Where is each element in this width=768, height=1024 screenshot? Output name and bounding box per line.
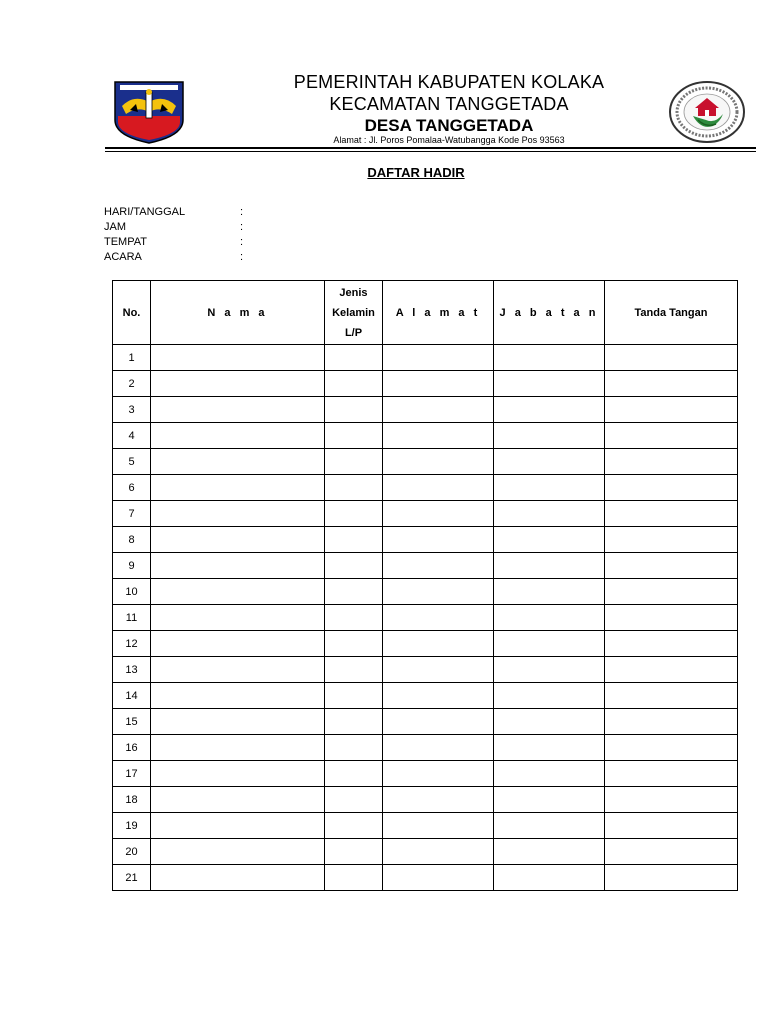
table-row [113, 345, 738, 371]
table-header-row [113, 281, 738, 345]
cell-no: 2 [113, 371, 151, 397]
cell-jabatan[interactable] [494, 631, 605, 657]
cell-jabatan[interactable] [494, 787, 605, 813]
cell-jabatan[interactable] [494, 579, 605, 605]
cell-tanda-tangan[interactable] [605, 709, 738, 735]
cell-nama[interactable] [151, 761, 325, 787]
cell-tanda-tangan[interactable] [605, 423, 738, 449]
cell-no: 6 [113, 475, 151, 501]
table-row [113, 657, 738, 683]
cell-nama[interactable] [151, 527, 325, 553]
cell-jabatan[interactable] [494, 475, 605, 501]
meta-colon: : [240, 221, 244, 233]
cell-jabatan[interactable] [494, 709, 605, 735]
cell-no: 14 [113, 683, 151, 709]
cell-jenis-kelamin[interactable] [325, 501, 383, 527]
meta-colon: : [240, 251, 244, 263]
cell-nama[interactable] [151, 371, 325, 397]
cell-nama[interactable] [151, 553, 325, 579]
cell-jenis-kelamin[interactable] [325, 709, 383, 735]
cell-alamat[interactable] [383, 657, 494, 683]
cell-tanda-tangan[interactable] [605, 345, 738, 371]
table-row [113, 787, 738, 813]
meta-colon: : [240, 206, 244, 218]
cell-nama[interactable] [151, 865, 325, 891]
header-line-1: PEMERINTAH KABUPATEN KOLAKA [293, 72, 605, 92]
cell-nama[interactable] [151, 839, 325, 865]
meta-label: TEMPAT [104, 236, 147, 248]
cell-nama[interactable] [151, 709, 325, 735]
cell-jenis-kelamin[interactable] [325, 631, 383, 657]
col-header-jenis-line1: Jenis [339, 286, 368, 299]
cell-jenis-kelamin[interactable] [325, 839, 383, 865]
cell-jenis-kelamin[interactable] [325, 475, 383, 501]
table-row [113, 631, 738, 657]
cell-tanda-tangan[interactable] [605, 579, 738, 605]
cell-jenis-kelamin[interactable] [325, 657, 383, 683]
cell-jabatan[interactable] [494, 735, 605, 761]
cell-alamat[interactable] [383, 449, 494, 475]
cell-alamat[interactable] [383, 553, 494, 579]
cell-no: 3 [113, 397, 151, 423]
cell-nama[interactable] [151, 605, 325, 631]
cell-alamat[interactable] [383, 631, 494, 657]
cell-jenis-kelamin[interactable] [325, 735, 383, 761]
document-title: DAFTAR HADIR [367, 165, 465, 180]
table-row [113, 683, 738, 709]
cell-no: 21 [113, 865, 151, 891]
cell-nama[interactable] [151, 449, 325, 475]
cell-jenis-kelamin[interactable] [325, 865, 383, 891]
cell-no: 19 [113, 813, 151, 839]
cell-alamat[interactable] [383, 709, 494, 735]
table-row [113, 735, 738, 761]
cell-alamat[interactable] [383, 579, 494, 605]
cell-alamat[interactable] [383, 787, 494, 813]
cell-alamat[interactable] [383, 423, 494, 449]
cell-nama[interactable] [151, 735, 325, 761]
header-address: Alamat : Jl. Poros Pomalaa-Watubangga Kode Pos 93563 [333, 135, 565, 145]
header-village-name: DESA TANGGETADA [364, 116, 534, 135]
cell-jenis-kelamin[interactable] [325, 787, 383, 813]
cell-tanda-tangan[interactable] [605, 397, 738, 423]
cell-jabatan[interactable] [494, 527, 605, 553]
table-row [113, 605, 738, 631]
cell-jabatan[interactable] [494, 553, 605, 579]
col-header-jenis-line2: Kelamin [332, 306, 375, 319]
col-header-jabatan: J a b a t a n [494, 281, 605, 345]
cell-tanda-tangan[interactable] [605, 605, 738, 631]
cell-tanda-tangan[interactable] [605, 787, 738, 813]
cell-nama[interactable] [151, 475, 325, 501]
cell-nama[interactable] [151, 345, 325, 371]
meta-label: JAM [104, 221, 126, 233]
cell-jabatan[interactable] [494, 423, 605, 449]
table-row [113, 813, 738, 839]
cell-alamat[interactable] [383, 761, 494, 787]
meta-label: HARI/TANGGAL [104, 206, 186, 218]
table-row [113, 761, 738, 787]
cell-alamat[interactable] [383, 865, 494, 891]
cell-jenis-kelamin[interactable] [325, 371, 383, 397]
col-header-jenis-kelamin [325, 281, 383, 345]
cell-alamat[interactable] [383, 345, 494, 371]
cell-alamat[interactable] [383, 397, 494, 423]
cell-no: 18 [113, 787, 151, 813]
cell-no: 15 [113, 709, 151, 735]
cell-jenis-kelamin[interactable] [325, 527, 383, 553]
cell-jenis-kelamin[interactable] [325, 553, 383, 579]
table-body [113, 345, 738, 891]
cell-jenis-kelamin[interactable] [325, 579, 383, 605]
cell-no: 5 [113, 449, 151, 475]
cell-nama[interactable] [151, 579, 325, 605]
cell-tanda-tangan[interactable] [605, 735, 738, 761]
table-row [113, 397, 738, 423]
table-row [113, 527, 738, 553]
cell-no: 7 [113, 501, 151, 527]
table-row [113, 371, 738, 397]
table-row [113, 865, 738, 891]
cell-jabatan[interactable] [494, 345, 605, 371]
meta-label: ACARA [104, 251, 142, 263]
cell-jenis-kelamin[interactable] [325, 761, 383, 787]
attendance-table [112, 280, 738, 891]
cell-jabatan[interactable] [494, 605, 605, 631]
cell-tanda-tangan[interactable] [605, 657, 738, 683]
cell-alamat[interactable] [383, 813, 494, 839]
cell-jenis-kelamin[interactable] [325, 683, 383, 709]
header-rule [105, 147, 756, 149]
table-row [113, 839, 738, 865]
cell-no: 17 [113, 761, 151, 787]
cell-jenis-kelamin[interactable] [325, 397, 383, 423]
cell-tanda-tangan[interactable] [605, 865, 738, 891]
table-row [113, 579, 738, 605]
cell-tanda-tangan[interactable] [605, 631, 738, 657]
cell-tanda-tangan[interactable] [605, 553, 738, 579]
table-row [113, 475, 738, 501]
cell-nama[interactable] [151, 423, 325, 449]
cell-jenis-kelamin[interactable] [325, 813, 383, 839]
table-row [113, 449, 738, 475]
cell-tanda-tangan[interactable] [605, 761, 738, 787]
cell-no: 8 [113, 527, 151, 553]
cell-jabatan[interactable] [494, 813, 605, 839]
cell-no: 11 [113, 605, 151, 631]
cell-jabatan[interactable] [494, 657, 605, 683]
cell-nama[interactable] [151, 631, 325, 657]
cell-nama[interactable] [151, 501, 325, 527]
table-row [113, 423, 738, 449]
cell-no: 13 [113, 657, 151, 683]
cell-alamat[interactable] [383, 475, 494, 501]
letterhead [0, 0, 768, 155]
meta-colon: : [240, 236, 244, 248]
header-rule-thin [105, 151, 756, 152]
cell-nama[interactable] [151, 683, 325, 709]
cell-tanda-tangan[interactable] [605, 475, 738, 501]
cell-no: 9 [113, 553, 151, 579]
cell-alamat[interactable] [383, 683, 494, 709]
cell-no: 10 [113, 579, 151, 605]
col-header-jenis-line3: L/P [344, 326, 363, 339]
cell-nama[interactable] [151, 397, 325, 423]
cell-tanda-tangan[interactable] [605, 683, 738, 709]
cell-jabatan[interactable] [494, 839, 605, 865]
cell-jabatan[interactable] [494, 449, 605, 475]
cell-tanda-tangan[interactable] [605, 449, 738, 475]
cell-no: 12 [113, 631, 151, 657]
cell-jabatan[interactable] [494, 865, 605, 891]
cell-no: 16 [113, 735, 151, 761]
cell-jabatan[interactable] [494, 371, 605, 397]
cell-nama[interactable] [151, 813, 325, 839]
cell-tanda-tangan[interactable] [605, 501, 738, 527]
cell-alamat[interactable] [383, 735, 494, 761]
cell-no: 4 [113, 423, 151, 449]
cell-no: 20 [113, 839, 151, 865]
cell-no: 1 [113, 345, 151, 371]
table-row [113, 709, 738, 735]
cell-jenis-kelamin[interactable] [325, 605, 383, 631]
cell-alamat[interactable] [383, 527, 494, 553]
cell-jenis-kelamin[interactable] [325, 345, 383, 371]
table-row [113, 501, 738, 527]
cell-jabatan[interactable] [494, 397, 605, 423]
cell-jabatan[interactable] [494, 501, 605, 527]
cell-jabatan[interactable] [494, 683, 605, 709]
cell-tanda-tangan[interactable] [605, 839, 738, 865]
cell-alamat[interactable] [383, 605, 494, 631]
cell-alamat[interactable] [383, 371, 494, 397]
cell-jenis-kelamin[interactable] [325, 423, 383, 449]
cell-nama[interactable] [151, 657, 325, 683]
col-header-tanda-tangan: Tanda Tangan [605, 281, 738, 345]
development-emblem-icon [668, 80, 746, 144]
cell-alamat[interactable] [383, 501, 494, 527]
header-line-2: KECAMATAN TANGGETADA [329, 94, 569, 114]
col-header-nama: N a m a [151, 281, 325, 345]
cell-jabatan[interactable] [494, 761, 605, 787]
cell-nama[interactable] [151, 787, 325, 813]
table-row [113, 553, 738, 579]
cell-tanda-tangan[interactable] [605, 813, 738, 839]
col-header-no: No. [113, 281, 151, 345]
cell-alamat[interactable] [383, 839, 494, 865]
col-header-alamat: A l a m a t [383, 281, 494, 345]
cell-jenis-kelamin[interactable] [325, 449, 383, 475]
cell-tanda-tangan[interactable] [605, 371, 738, 397]
cell-tanda-tangan[interactable] [605, 527, 738, 553]
